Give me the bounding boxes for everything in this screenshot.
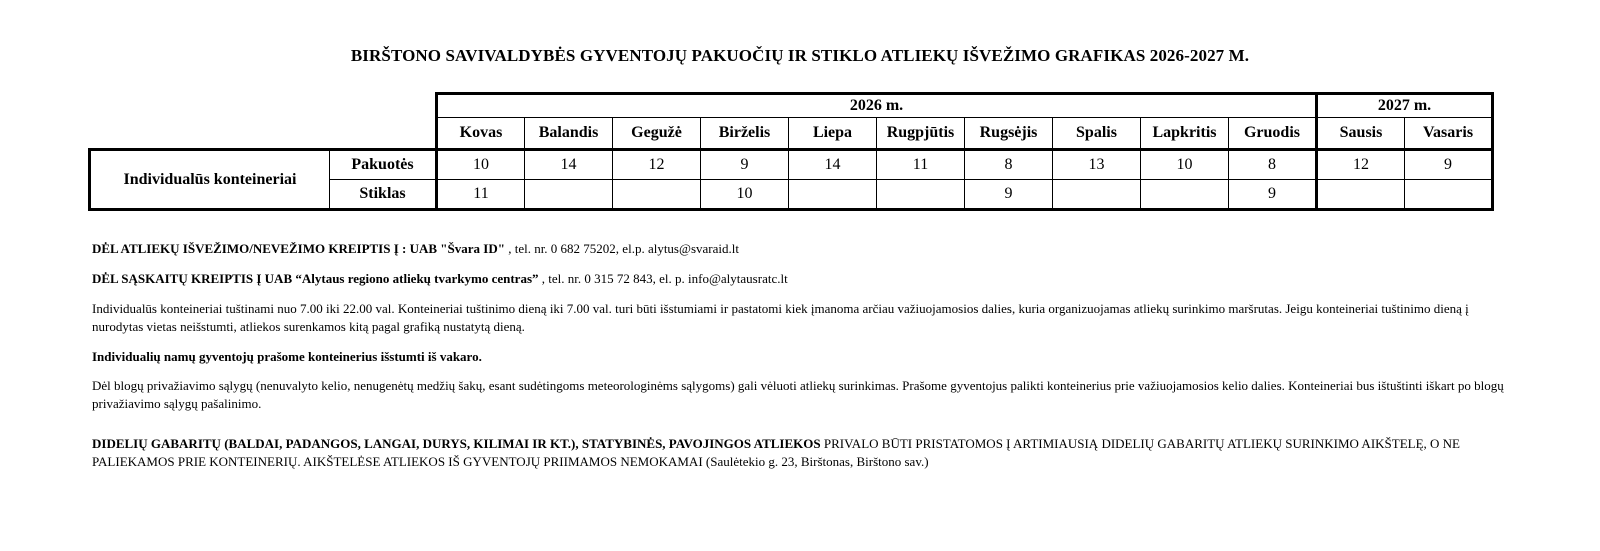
month-header: Sausis [1317, 118, 1405, 150]
table-cell [789, 180, 877, 210]
month-header: Lapkritis [1141, 118, 1229, 150]
contact-billing-label: DĖL SĄSKAITŲ KREIPTIS Į UAB “Alytaus regiono atliekų tvarkymo centras” [92, 271, 539, 286]
year-2026-header: 2026 m. [437, 94, 1317, 118]
table-cell [525, 180, 613, 210]
waste-type-label: Stiklas [330, 180, 437, 210]
waste-type-label: Pakuotės [330, 150, 437, 180]
table-cell [1141, 180, 1229, 210]
table-row [90, 150, 1493, 180]
table-cell: 9 [1229, 180, 1317, 210]
month-header: Gruodis [1229, 118, 1317, 150]
table-cell [1317, 180, 1405, 210]
table-cell: 10 [701, 180, 789, 210]
emptying-info-text: Individualūs konteineriai tuštinami nuo 7.00 iki 22.00 val. Konteineriai tuštinimo dieną iki 7.00 val. turi būti išstumiami ir pastatomi kiek įmanoma arčiau važiuojamosios dalies, kuria organizuojamas atliekų surinkimo maršrutas. Jeigu konteineriai tuštinimo dieną į nurodytas vietas neišstumti, atliekos surenkamos kitą pagal grafiką nustatytą dieną. [92, 301, 1469, 334]
table-cell [1405, 180, 1493, 210]
month-header: Gegužė [613, 118, 701, 150]
contact-collection-label: DĖL ATLIEKŲ IŠVEŽIMO/NEVEŽIMO KREIPTIS Į : UAB "Švara ID" [92, 241, 505, 256]
table-cell: 14 [525, 150, 613, 180]
month-header: Rugsėjis [965, 118, 1053, 150]
contact-collection [92, 240, 1512, 258]
month-header: Vasaris [1405, 118, 1493, 150]
month-header: Spalis [1053, 118, 1141, 150]
month-header: Liepa [789, 118, 877, 150]
year-header-row [90, 94, 1493, 118]
bulky-waste-paragraph [92, 435, 1512, 471]
month-header: Kovas [437, 118, 525, 150]
evening-request [92, 348, 1512, 366]
table-cell: 12 [613, 150, 701, 180]
table-cell [613, 180, 701, 210]
contact-billing-details: , tel. nr. 0 315 72 843, el. p. info@alytausratc.lt [538, 271, 788, 286]
bulky-waste-details: PRIVALO BŪTI PRISTATOMOS Į ARTIMIAUSIĄ DIDELIŲ GABARITŲ ATLIEKŲ SURINKIMO AIKŠTELĘ, O NE PALIEKAMOS PRIE KONTEINERIŲ. AIKŠTELĖSE ATLIEKOS IŠ GYVENTOJŲ PRIIMAMOS NEMOKAMAI (Saulėtekio g. 23, Birštonas, Birštono sav.) [92, 436, 1460, 469]
contact-billing [92, 270, 1512, 288]
emptying-info-paragraph [92, 300, 1512, 336]
month-header-row [90, 118, 1493, 150]
table-cell: 8 [1229, 150, 1317, 180]
year-2027-header: 2027 m. [1317, 94, 1493, 118]
table-cell: 12 [1317, 150, 1405, 180]
table-cell: 9 [1405, 150, 1493, 180]
table-cell: 14 [789, 150, 877, 180]
access-conditions-text: Dėl blogų privažiavimo sąlygų (nenuvalyto kelio, nenugenėtų medžių šakų, esant sudėtingoms meteorologinėms sąlygoms) gali vėluoti atliekų surinkimas. Prašome gyventojus palikti konteinerius prie važiuojamosios kelio dalies. Konteineriai bus ištuštinti iškart po blogų privažiavimo sąlygų pašalinimo. [92, 378, 1504, 411]
table-cell [877, 180, 965, 210]
table-cell: 13 [1053, 150, 1141, 180]
table-cell: 10 [1141, 150, 1229, 180]
table-cell: 9 [701, 150, 789, 180]
month-header: Birželis [701, 118, 789, 150]
category-label: Individualūs konteineriai [90, 150, 330, 210]
table-cell: 11 [437, 180, 525, 210]
table-cell [1053, 180, 1141, 210]
bulky-waste-label: DIDELIŲ GABARITŲ (BALDAI, PADANGOS, LANGAI, DURYS, KILIMAI IR KT.), STATYBINĖS, PAVOJINGOS ATLIEKOS [92, 436, 821, 451]
table-cell: 9 [965, 180, 1053, 210]
table-cell: 10 [437, 150, 525, 180]
contact-collection-details: , tel. nr. 0 682 75202, el.p. alytus@svaraid.lt [504, 241, 739, 256]
access-conditions-paragraph [92, 377, 1512, 413]
month-header: Balandis [525, 118, 613, 150]
evening-request-text: Individualių namų gyventojų prašome konteinerius išstumti iš vakaro. [92, 349, 482, 364]
table-cell: 11 [877, 150, 965, 180]
month-header: Rugpjūtis [877, 118, 965, 150]
schedule-table [88, 92, 1494, 211]
page-title: BIRŠTONO SAVIVALDYBĖS GYVENTOJŲ PAKUOČIŲ IR STIKLO ATLIEKŲ IŠVEŽIMO GRAFIKAS 2026-2027 M. [350, 46, 1250, 65]
table-cell: 8 [965, 150, 1053, 180]
